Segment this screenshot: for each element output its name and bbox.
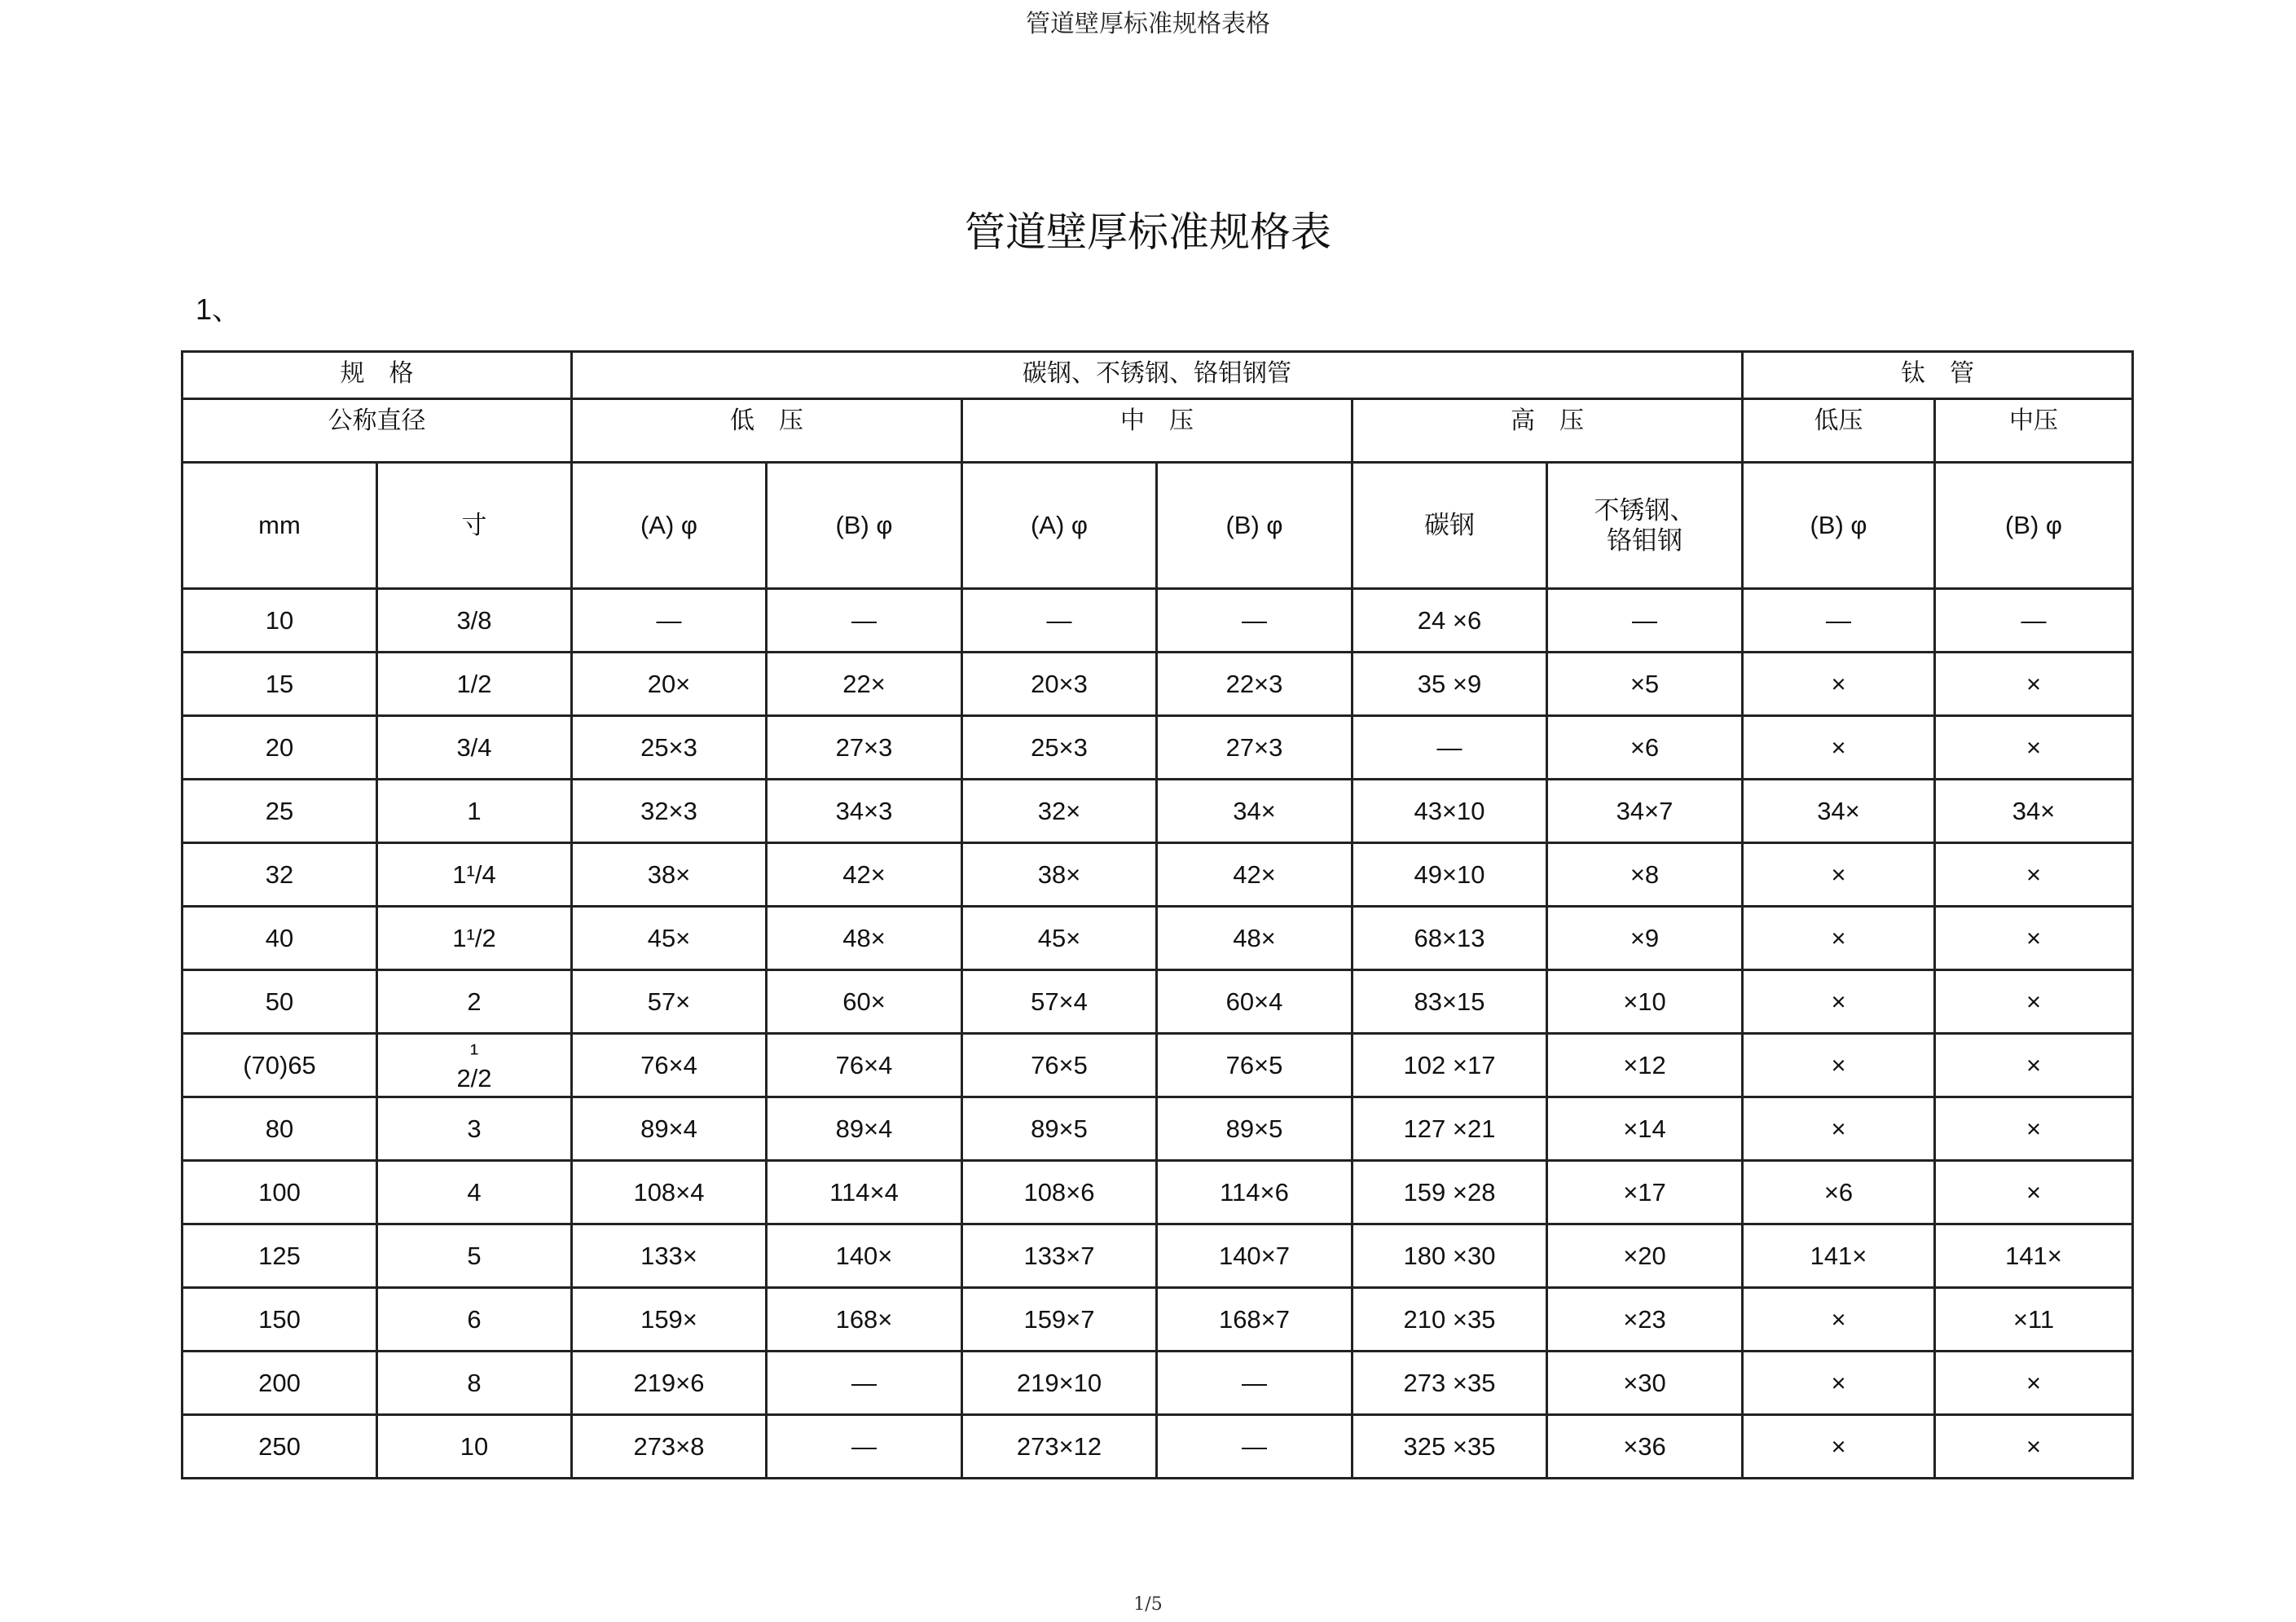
table-cell-low-b: 34×3 (767, 780, 962, 843)
table-cell-low-b: 27×3 (767, 716, 962, 780)
table-body (183, 589, 2133, 1479)
pipe-wall-thickness-table (181, 350, 2134, 1479)
table-row (183, 1097, 2133, 1161)
table-cell-cun: 5 (377, 1224, 572, 1288)
table-cell-mm: 150 (183, 1288, 377, 1352)
table-cell-cun: ¹ 2/2 (377, 1034, 572, 1097)
table-cell-ti-mid-b: 141× (1935, 1224, 2133, 1288)
table-cell-mm: 32 (183, 843, 377, 907)
table-cell-mid-a: 273×12 (962, 1415, 1157, 1479)
column-header-cun: 寸 (377, 463, 572, 589)
table-cell-mm: 40 (183, 907, 377, 970)
table-cell-low-b: 48× (767, 907, 962, 970)
table-cell-cun: 6 (377, 1288, 572, 1352)
table-cell-mm: 50 (183, 970, 377, 1034)
table-cell-ti-mid-b: × (1935, 1161, 2133, 1224)
table-cell-ti-low-b: × (1743, 1097, 1935, 1161)
table-cell-low-b: 89×4 (767, 1097, 962, 1161)
table-cell-mid-b: 34× (1157, 780, 1353, 843)
page-title: 管道壁厚标准规格表 (965, 209, 1331, 256)
table-row (183, 589, 2133, 653)
table-cell-mid-a: 133×7 (962, 1224, 1157, 1288)
table-cell-high-carbon: 127 ×21 (1353, 1097, 1547, 1161)
table-cell-cun: 1¹/4 (377, 843, 572, 907)
table-cell-high-stainless: ×10 (1547, 970, 1743, 1034)
table-cell-ti-low-b: 141× (1743, 1224, 1935, 1288)
header-titanium-group: 钛 管 (1743, 352, 2133, 399)
header-ti-low: 低压 (1743, 399, 1935, 463)
column-header-mid-a: (A) φ (962, 463, 1157, 589)
header-high-pressure: 高 压 (1353, 399, 1743, 463)
column-header-low-b: (B) φ (767, 463, 962, 589)
table-cell-mid-a: 108×6 (962, 1161, 1157, 1224)
table-row (183, 1034, 2133, 1097)
table-cell-low-a: 108×4 (572, 1161, 767, 1224)
table-cell-ti-low-b: ×6 (1743, 1161, 1935, 1224)
table-cell-mid-a: 32× (962, 780, 1157, 843)
table-cell-high-stainless: — (1547, 589, 1743, 653)
table-cell-mid-a: 89×5 (962, 1097, 1157, 1161)
column-header-high-stainless: 不锈钢、 铬钼钢 (1547, 463, 1743, 589)
table-cell-ti-mid-b: × (1935, 1352, 2133, 1415)
header-low-pressure: 低 压 (572, 399, 962, 463)
table-cell-ti-low-b: × (1743, 1415, 1935, 1479)
table-cell-ti-low-b: × (1743, 716, 1935, 780)
table-cell-cun: 8 (377, 1352, 572, 1415)
table-cell-cun: 3/4 (377, 716, 572, 780)
table-cell-high-stainless: ×8 (1547, 843, 1743, 907)
page-number: 1/5 (1133, 1594, 1163, 1615)
table-cell-ti-low-b: × (1743, 1288, 1935, 1352)
table-cell-ti-low-b: × (1743, 843, 1935, 907)
column-header-low-a: (A) φ (572, 463, 767, 589)
table-cell-ti-low-b: × (1743, 970, 1935, 1034)
table-row (183, 843, 2133, 907)
table-cell-mid-b: — (1157, 1352, 1353, 1415)
header-steel-group: 碳钢、不锈钢、铬钼钢管 (572, 352, 1743, 399)
table-cell-low-a: 273×8 (572, 1415, 767, 1479)
table-cell-low-b: 76×4 (767, 1034, 962, 1097)
table-cell-cun: 1¹/2 (377, 907, 572, 970)
table-cell-mid-b: 140×7 (1157, 1224, 1353, 1288)
table-cell-mm: (70)65 (183, 1034, 377, 1097)
table-row (183, 907, 2133, 970)
table-cell-high-carbon: 49×10 (1353, 843, 1547, 907)
header-row-pressure (183, 399, 2133, 463)
table-cell-ti-low-b: × (1743, 1034, 1935, 1097)
table-cell-ti-low-b: × (1743, 653, 1935, 716)
table-cell-mid-b: 27×3 (1157, 716, 1353, 780)
table-cell-low-a: 32×3 (572, 780, 767, 843)
header-row-columns (183, 463, 2133, 589)
table-cell-mid-a: 159×7 (962, 1288, 1157, 1352)
table-cell-mm: 25 (183, 780, 377, 843)
table-cell-mid-b: 168×7 (1157, 1288, 1353, 1352)
table-cell-high-carbon: 24 ×6 (1353, 589, 1547, 653)
table-cell-mm: 20 (183, 716, 377, 780)
table-cell-cun: 10 (377, 1415, 572, 1479)
table-cell-ti-mid-b: × (1935, 1034, 2133, 1097)
table-cell-mid-b: 60×4 (1157, 970, 1353, 1034)
table-cell-low-b: 22× (767, 653, 962, 716)
table-cell-ti-low-b: 34× (1743, 780, 1935, 843)
table-cell-high-carbon: 273 ×35 (1353, 1352, 1547, 1415)
table-cell-cun: 4 (377, 1161, 572, 1224)
table-cell-low-a: 20× (572, 653, 767, 716)
table-cell-mid-b: 114×6 (1157, 1161, 1353, 1224)
header-spec: 规 格 (183, 352, 572, 399)
table-row (183, 716, 2133, 780)
table-cell-mm: 80 (183, 1097, 377, 1161)
table-cell-high-carbon: 35 ×9 (1353, 653, 1547, 716)
table-cell-high-stainless: ×5 (1547, 653, 1743, 716)
table-cell-mid-b: 89×5 (1157, 1097, 1353, 1161)
table-cell-mm: 15 (183, 653, 377, 716)
table-cell-high-carbon: 210 ×35 (1353, 1288, 1547, 1352)
table-cell-low-a: 38× (572, 843, 767, 907)
table-cell-high-carbon: 102 ×17 (1353, 1034, 1547, 1097)
table-row (183, 1415, 2133, 1479)
table-cell-mm: 250 (183, 1415, 377, 1479)
table-cell-ti-mid-b: 34× (1935, 780, 2133, 843)
table-cell-mid-a: 20×3 (962, 653, 1157, 716)
table-cell-ti-mid-b: — (1935, 589, 2133, 653)
table-cell-low-a: 89×4 (572, 1097, 767, 1161)
table-cell-mid-b: 22×3 (1157, 653, 1353, 716)
table-cell-mid-b: 42× (1157, 843, 1353, 907)
table-cell-ti-mid-b: × (1935, 653, 2133, 716)
table-cell-mid-a: 25×3 (962, 716, 1157, 780)
header-mid-pressure: 中 压 (962, 399, 1353, 463)
table-cell-mid-a: 38× (962, 843, 1157, 907)
table-cell-high-stainless: ×6 (1547, 716, 1743, 780)
table-row (183, 780, 2133, 843)
table-cell-low-b: 140× (767, 1224, 962, 1288)
table-cell-mid-a: 57×4 (962, 970, 1157, 1034)
table-cell-high-carbon: 68×13 (1353, 907, 1547, 970)
table-cell-ti-low-b: × (1743, 1352, 1935, 1415)
table-cell-mid-a: — (962, 589, 1157, 653)
table-cell-high-stainless: ×14 (1547, 1097, 1743, 1161)
table-cell-low-a: 76×4 (572, 1034, 767, 1097)
table-row (183, 653, 2133, 716)
section-number: 1、 (196, 292, 242, 326)
table-cell-high-stainless: 34×7 (1547, 780, 1743, 843)
table-cell-mm: 125 (183, 1224, 377, 1288)
table-cell-cun: 2 (377, 970, 572, 1034)
table-cell-mid-b: — (1157, 1415, 1353, 1479)
column-header-ti-mid-b: (B) φ (1935, 463, 2133, 589)
header-row-groups (183, 352, 2133, 399)
table-cell-ti-mid-b: × (1935, 1097, 2133, 1161)
table-cell-ti-mid-b: ×11 (1935, 1288, 2133, 1352)
table-cell-mid-a: 45× (962, 907, 1157, 970)
table-cell-high-stainless: ×17 (1547, 1161, 1743, 1224)
table-cell-high-carbon: 159 ×28 (1353, 1161, 1547, 1224)
table-cell-cun: 3 (377, 1097, 572, 1161)
table-cell-mm: 10 (183, 589, 377, 653)
table-row (183, 1288, 2133, 1352)
table-cell-ti-mid-b: × (1935, 1415, 2133, 1479)
table-cell-high-stainless: ×30 (1547, 1352, 1743, 1415)
table-cell-ti-mid-b: × (1935, 970, 2133, 1034)
table-row (183, 970, 2133, 1034)
table-cell-low-a: 133× (572, 1224, 767, 1288)
table-cell-cun: 1/2 (377, 653, 572, 716)
table-cell-mid-b: 76×5 (1157, 1034, 1353, 1097)
column-header-high-carbon: 碳钢 (1353, 463, 1547, 589)
table-cell-low-b: 60× (767, 970, 962, 1034)
table-cell-cun: 1 (377, 780, 572, 843)
table-cell-ti-low-b: × (1743, 907, 1935, 970)
table-cell-high-carbon: 83×15 (1353, 970, 1547, 1034)
table-cell-low-a: 219×6 (572, 1352, 767, 1415)
table-cell-low-a: 57× (572, 970, 767, 1034)
table-row (183, 1161, 2133, 1224)
table-cell-low-a: 159× (572, 1288, 767, 1352)
table-cell-low-b: 42× (767, 843, 962, 907)
table-cell-low-b: — (767, 1352, 962, 1415)
table-cell-low-a: 25×3 (572, 716, 767, 780)
table-cell-low-b: — (767, 589, 962, 653)
table-cell-high-carbon: 180 ×30 (1353, 1224, 1547, 1288)
table-cell-ti-mid-b: × (1935, 843, 2133, 907)
table-cell-mm: 200 (183, 1352, 377, 1415)
table-cell-mid-b: — (1157, 589, 1353, 653)
table-cell-high-carbon: 325 ×35 (1353, 1415, 1547, 1479)
table-cell-high-stainless: ×36 (1547, 1415, 1743, 1479)
table-cell-low-a: — (572, 589, 767, 653)
table-cell-mid-a: 76×5 (962, 1034, 1157, 1097)
table-cell-high-carbon: 43×10 (1353, 780, 1547, 843)
table-cell-high-stainless: ×20 (1547, 1224, 1743, 1288)
column-header-mm: mm (183, 463, 377, 589)
table-cell-high-stainless: ×9 (1547, 907, 1743, 970)
column-header-mid-b: (B) φ (1157, 463, 1353, 589)
table-cell-mm: 100 (183, 1161, 377, 1224)
table-cell-ti-low-b: — (1743, 589, 1935, 653)
table-cell-high-carbon: — (1353, 716, 1547, 780)
table-cell-high-stainless: ×12 (1547, 1034, 1743, 1097)
table-row (183, 1224, 2133, 1288)
table-cell-high-stainless: ×23 (1547, 1288, 1743, 1352)
running-header: 管道壁厚标准规格表格 (1026, 10, 1270, 38)
header-ti-mid: 中压 (1935, 399, 2133, 463)
table-cell-ti-mid-b: × (1935, 907, 2133, 970)
column-header-ti-low-b: (B) φ (1743, 463, 1935, 589)
table-cell-low-a: 45× (572, 907, 767, 970)
table-cell-mid-a: 219×10 (962, 1352, 1157, 1415)
table-cell-low-b: 168× (767, 1288, 962, 1352)
table-cell-mid-b: 48× (1157, 907, 1353, 970)
table-cell-ti-mid-b: × (1935, 716, 2133, 780)
table-cell-low-b: 114×4 (767, 1161, 962, 1224)
table-cell-cun: 3/8 (377, 589, 572, 653)
header-nominal-diameter: 公称直径 (183, 399, 572, 463)
table-row (183, 1352, 2133, 1415)
table-cell-low-b: — (767, 1415, 962, 1479)
